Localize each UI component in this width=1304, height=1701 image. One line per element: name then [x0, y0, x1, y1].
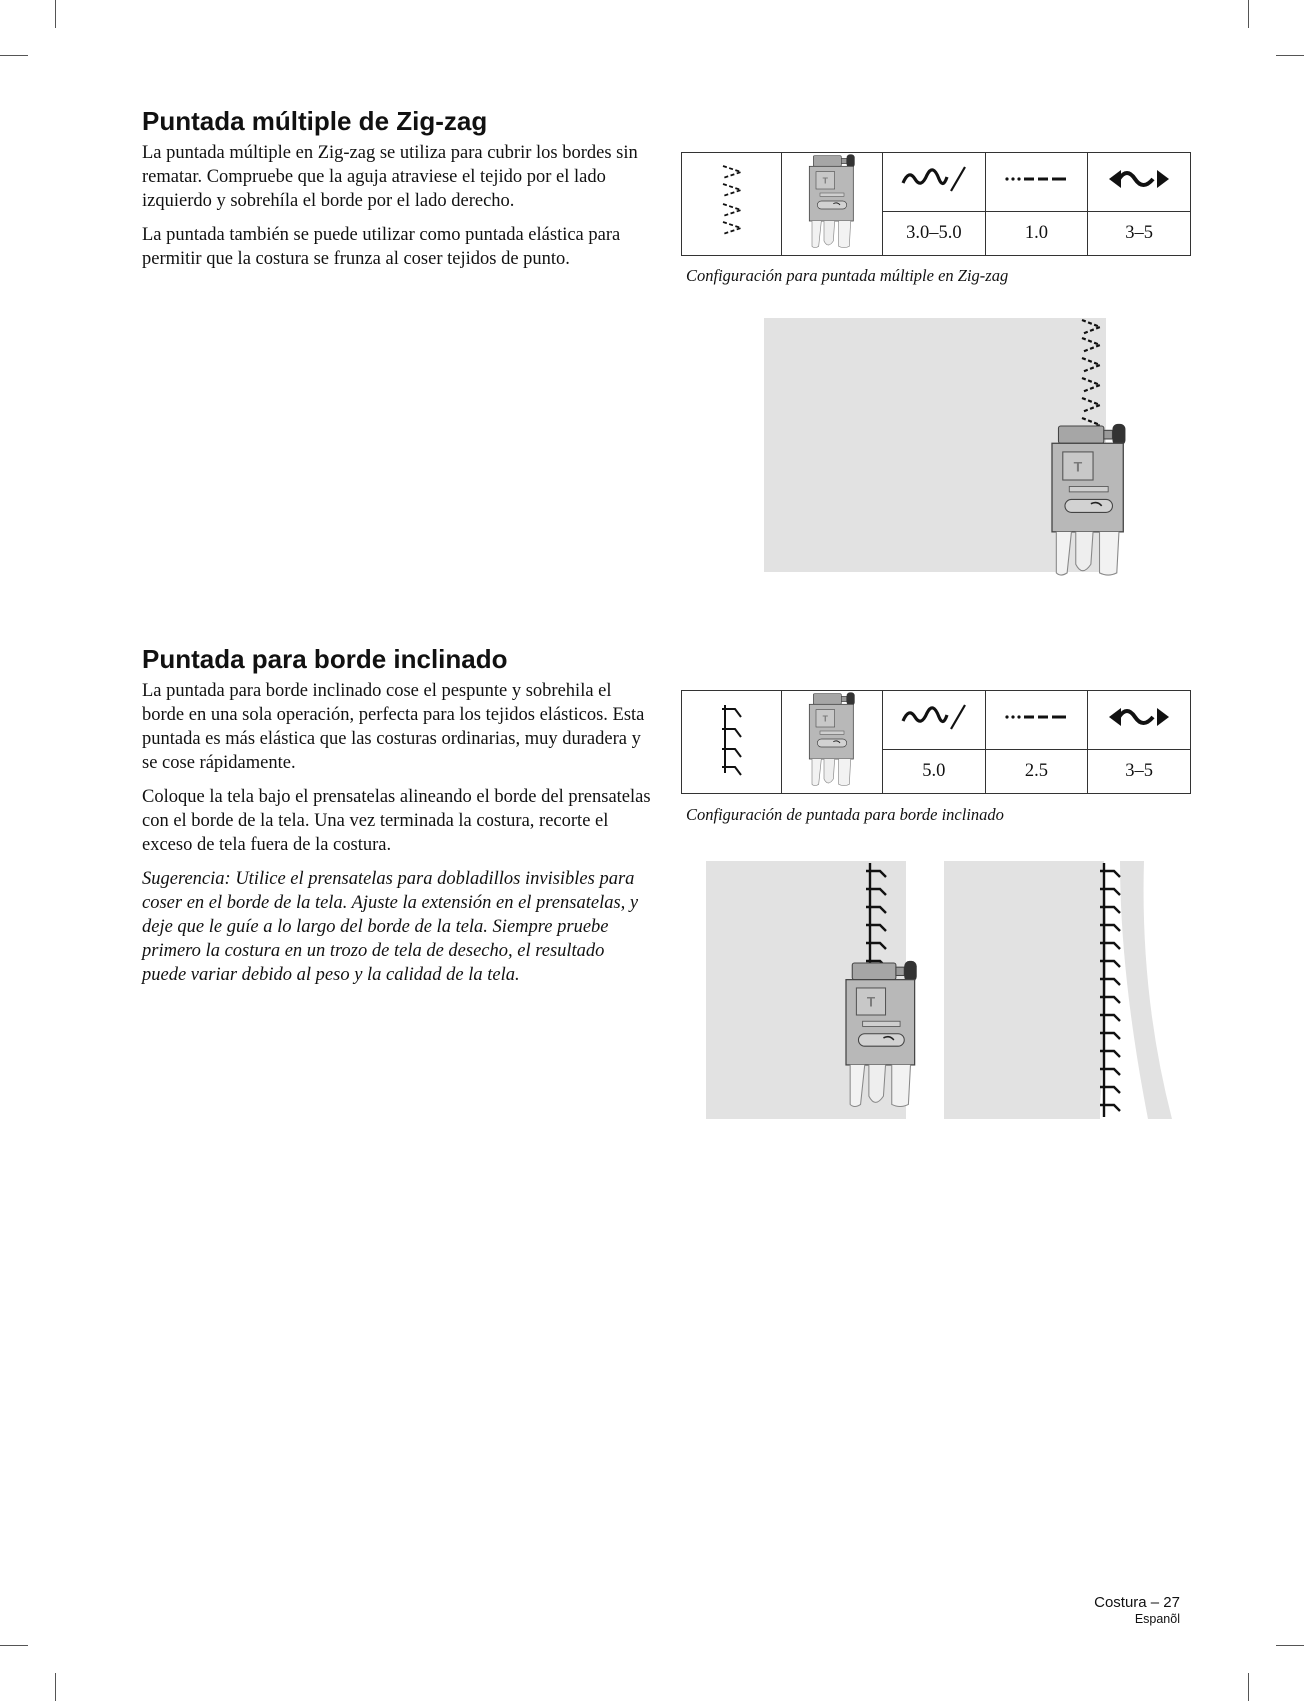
crop-mark: [0, 1645, 28, 1646]
tension-value: 3–5: [1088, 212, 1191, 256]
presser-foot: [846, 961, 917, 1107]
presser-foot-cell: [782, 691, 883, 794]
width-icon-cell: [882, 691, 985, 750]
tip-paragraph: Sugerencia: Utilice el prensatelas para dobladillos invisibles para coser en el borde de la tela. Ajuste la extensión en el prensatelas, y deje que le guíe a lo largo del borde de la tela. Siempre pruebe primero la costura en un trozo de tela de desecho, el resultado puede variar debido al peso y la calidad de la tela.: [142, 869, 639, 985]
section-title: Puntada múltiple de Zig-zag: [142, 106, 488, 136]
language-label: Espanõl: [1134, 1612, 1180, 1626]
multi-zigzag-sewing-illustration: [760, 316, 1140, 590]
section-title: Puntada para borde inclinado: [142, 644, 508, 674]
length-value: 1.0: [985, 212, 1088, 256]
stitch-length-icon: [1004, 167, 1068, 191]
thread-tension-icon: [1107, 166, 1171, 192]
stitch-symbol-cell: [682, 691, 782, 794]
crop-mark: [1248, 0, 1249, 28]
stitch-width-icon: [901, 703, 967, 731]
section-paragraph: La puntada también se puede utilizar como puntada elástica para permitir que la costura se frunza al coser tejidos de punto.: [142, 225, 621, 269]
crop-mark: [0, 55, 28, 56]
stitch-symbol-cell: [682, 153, 782, 256]
crop-mark: [1276, 1645, 1304, 1646]
stitch-settings-table: [681, 152, 1191, 256]
crop-mark: [55, 1673, 56, 1701]
thread-tension-icon: [1107, 704, 1171, 730]
width-value: 3.0–5.0: [882, 212, 985, 256]
length-icon-cell: [985, 153, 1088, 212]
presser-foot: [1052, 424, 1125, 575]
tension-value: 3–5: [1088, 750, 1191, 794]
slant-edge-sewing-illustration: [700, 855, 1180, 1125]
page-number: Costura – 27: [1094, 1594, 1180, 1611]
stitch-width-icon: [901, 165, 967, 193]
section-paragraph: Coloque la tela bajo el prensatelas alineando el borde del prensatelas con el borde de la tela. Una vez terminada la costura, recorte el exceso de tela fuera de la costura.: [142, 787, 651, 855]
section-multi-zigzag: [142, 106, 652, 271]
presser-foot-cell: [782, 153, 883, 256]
tension-icon-cell: [1088, 691, 1191, 750]
crop-mark: [1276, 55, 1304, 56]
length-value: 2.5: [985, 750, 1088, 794]
length-icon-cell: [985, 691, 1088, 750]
section-paragraph: La puntada múltiple en Zig-zag se utiliza para cubrir los bordes sin rematar. Compruebe que la aguja atraviese el tejido por el lado izquierdo y sobrehíla el borde por el lado derecho.: [142, 143, 638, 211]
presser-foot-icon: [802, 691, 862, 787]
stitch-length-icon: [1004, 705, 1068, 729]
section-paragraph: La puntada para borde inclinado cose el pespunte y sobrehila el borde en una sola operación, perfecta para los tejidos elásticos. Esta puntada es más elástica que las costuras ordinarias, muy duradera y se cose rápidamente.: [142, 681, 645, 773]
multi-zigzag-stitch-icon: [717, 164, 747, 238]
width-value: 5.0: [882, 750, 985, 794]
tension-icon-cell: [1088, 153, 1191, 212]
stitch-settings-table: [681, 690, 1191, 794]
section-slant-edge: [142, 644, 652, 987]
table-caption: Configuración de puntada para borde inclinado: [686, 805, 1004, 824]
table-caption: Configuración para puntada múltiple en Zig-zag: [686, 266, 1009, 285]
width-icon-cell: [882, 153, 985, 212]
slant-edge-stitch-icon: [719, 701, 745, 777]
crop-mark: [55, 0, 56, 28]
presser-foot-icon: [802, 153, 862, 249]
crop-mark: [1248, 1673, 1249, 1701]
